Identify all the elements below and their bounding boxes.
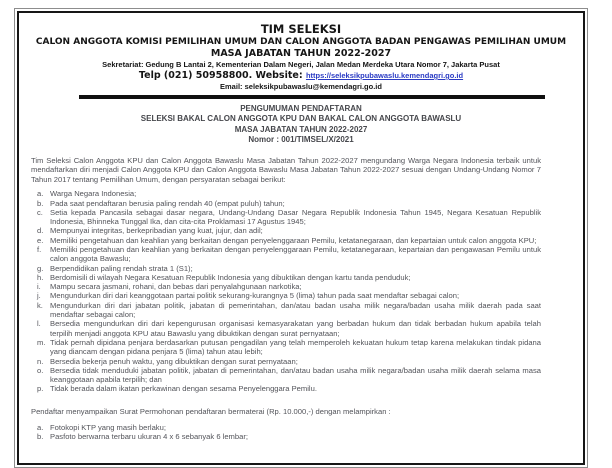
- letterhead-divider: [79, 95, 545, 99]
- letterhead-secretariat: Sekretariat: Gedung B Lantai 2, Kementerian Dalam Negeri, Jalan Medan Merdeka Utara Nomor 7, Jakarta Pusat: [102, 60, 500, 69]
- requirement-item: k. Mengundurkan diri dari jabatan politik, jabatan di pemerintahan, dan/atau badan usaha milik negara/badan usaha milik daerah pada saat mendaftar sebagai calon;: [37, 300, 541, 320]
- attachments-intro: Pendaftar menyampaikan Surat Permohonan pendaftaran bermaterai (Rp. 10.000,-) dengan melampirkan :: [31, 406, 391, 416]
- letterhead-email: Email: seleksikpubawaslu@kemendagri.go.id: [220, 82, 382, 91]
- announcement-heading: [19, 104, 583, 146]
- letterhead-org-title: TIM SELEKSI: [260, 22, 342, 36]
- announcement-title: PENGUMUMAN PENDAFTARAN: [240, 103, 362, 113]
- announcement-subtitle: SELEKSI BAKAL CALON ANGGOTA KPU DAN BAKAL CALON ANGGOTA BAWASLU: [140, 114, 462, 123]
- requirement-item: c. Setia kepada Pancasila sebagai dasar negara, Undang-Undang Dasar Negara Republik Indonesia Tahun 1945, Negara Kesatuan Republik Indonesia, Bhinneka Tunggal Ika, dan cita-cita Proklamasi 17 Agustus 1945;: [37, 207, 541, 227]
- phone-website-label: Telp (021) 50958800. Website:: [138, 70, 303, 81]
- attachment-item: a. Fotokopi KTP yang masih berlaku;: [37, 422, 166, 432]
- document-page: [17, 11, 585, 465]
- attachment-item: b. Pasfoto berwarna terbaru ukuran 4 x 6 sebanyak 6 lembar;: [37, 431, 248, 441]
- document-body: [31, 156, 541, 442]
- website-link[interactable]: https://seleksikpubawaslu.kemendagri.go.id: [305, 71, 464, 80]
- requirement-item: l. Bersedia mengundurkan diri dari kepengurusan organisasi kemasyarakatan yang berbadan hukum dan tidak berbadan hukum apabila telah terpilih menjadi anggota KPU atau Bawaslu yang dibuktikan dengan surat pernyataan;: [37, 319, 541, 338]
- letterhead-contact-line: [19, 70, 583, 82]
- requirement-item: n. Bersedia bekerja penuh waktu, yang dibuktikan dengan surat pernyataan;: [37, 356, 298, 366]
- announcement-term: MASA JABATAN TAHUN 2022-2027: [234, 124, 368, 134]
- requirement-item: f. Memiliki pengetahuan dan keahlian yang berkaitan dengan penyelenggaraan Pemilu, ketatanegaraan, kepartaian dan pengawasan Pemilu untuk calon anggota Bawaslu;: [37, 245, 541, 264]
- requirement-item: e. Memiliki pengetahuan dan keahlian yang berkaitan dengan penyelenggaraan Pemilu, ketatanegaraan, dan kepartaian untuk calon anggota KPU;: [37, 235, 537, 245]
- requirement-item: g. Berpendidikan paling rendah strata 1 (S1);: [37, 263, 193, 273]
- letterhead-org-subtitle: CALON ANGGOTA KOMISI PEMILIHAN UMUM DAN CALON ANGGOTA BADAN PENGAWAS PEMILIHAN UMUM: [35, 37, 567, 47]
- document-page-border: [14, 8, 588, 468]
- intro-paragraph: Tim Seleksi Calon Anggota KPU dan Calon Anggota Bawaslu Masa Jabatan Tahun 2022-2027 mengundang Warga Negara Indonesia terbaik untuk mendaftarkan diri menjadi Calon Anggota KPU dan Calon Anggota Bawaslu Masa Jabatan Tahun 2022-2027 sesuai dengan Undang-Undang Nomor 7 Tahun 2017 tentang Pemilihan Umum, dengan persyaratan sebagai berikut:: [31, 155, 541, 185]
- requirement-item: h. Berdomisili di wilayah Negara Kesatuan Republik Indonesia yang dibuktikan dengan kartu tanda penduduk;: [37, 272, 411, 282]
- letterhead-term-line: MASA JABATAN TAHUN 2022-2027: [210, 48, 392, 59]
- requirement-item: d. Mempunyai integritas, berkepribadian yang kuat, jujur, dan adil;: [37, 226, 263, 236]
- requirement-item: m. Tidak pernah dipidana penjara berdasarkan putusan pengadilan yang telah memperoleh kekuatan hukum tetap karena melakukan tindak pidana yang diancam dengan pidana penjara 5 (lima) tahun atau lebih;: [37, 337, 541, 357]
- requirements-list: [31, 189, 541, 394]
- announcement-number: Nomor : 001/TIMSEL/X/2021: [248, 135, 354, 144]
- requirement-item: b. Pada saat pendaftaran berusia paling rendah 40 (empat puluh) tahun;: [37, 198, 285, 208]
- requirement-item: a. Warga Negara Indonesia;: [37, 189, 137, 199]
- attachments-list: [31, 423, 541, 442]
- requirement-item: i. Mampu secara jasmani, rohani, dan bebas dari penyalahgunaan narkotika;: [37, 282, 302, 292]
- requirement-item: o. Bersedia tidak menduduki jabatan politik, jabatan di pemerintahan, dan/atau badan usaha milik negara/badan usaha milik daerah selama masa keanggotaan apabila terpilih; dan: [37, 365, 541, 385]
- requirement-item: p. Tidak berada dalam ikatan perkawinan dengan sesama Penyelenggara Pemilu.: [37, 384, 317, 394]
- requirement-item: j. Mengundurkan diri dari keanggotaan partai politik sekurang-kurangnya 5 (lima) tahun pada saat mendaftar sebagai calon;: [37, 291, 460, 301]
- letterhead: [19, 23, 583, 99]
